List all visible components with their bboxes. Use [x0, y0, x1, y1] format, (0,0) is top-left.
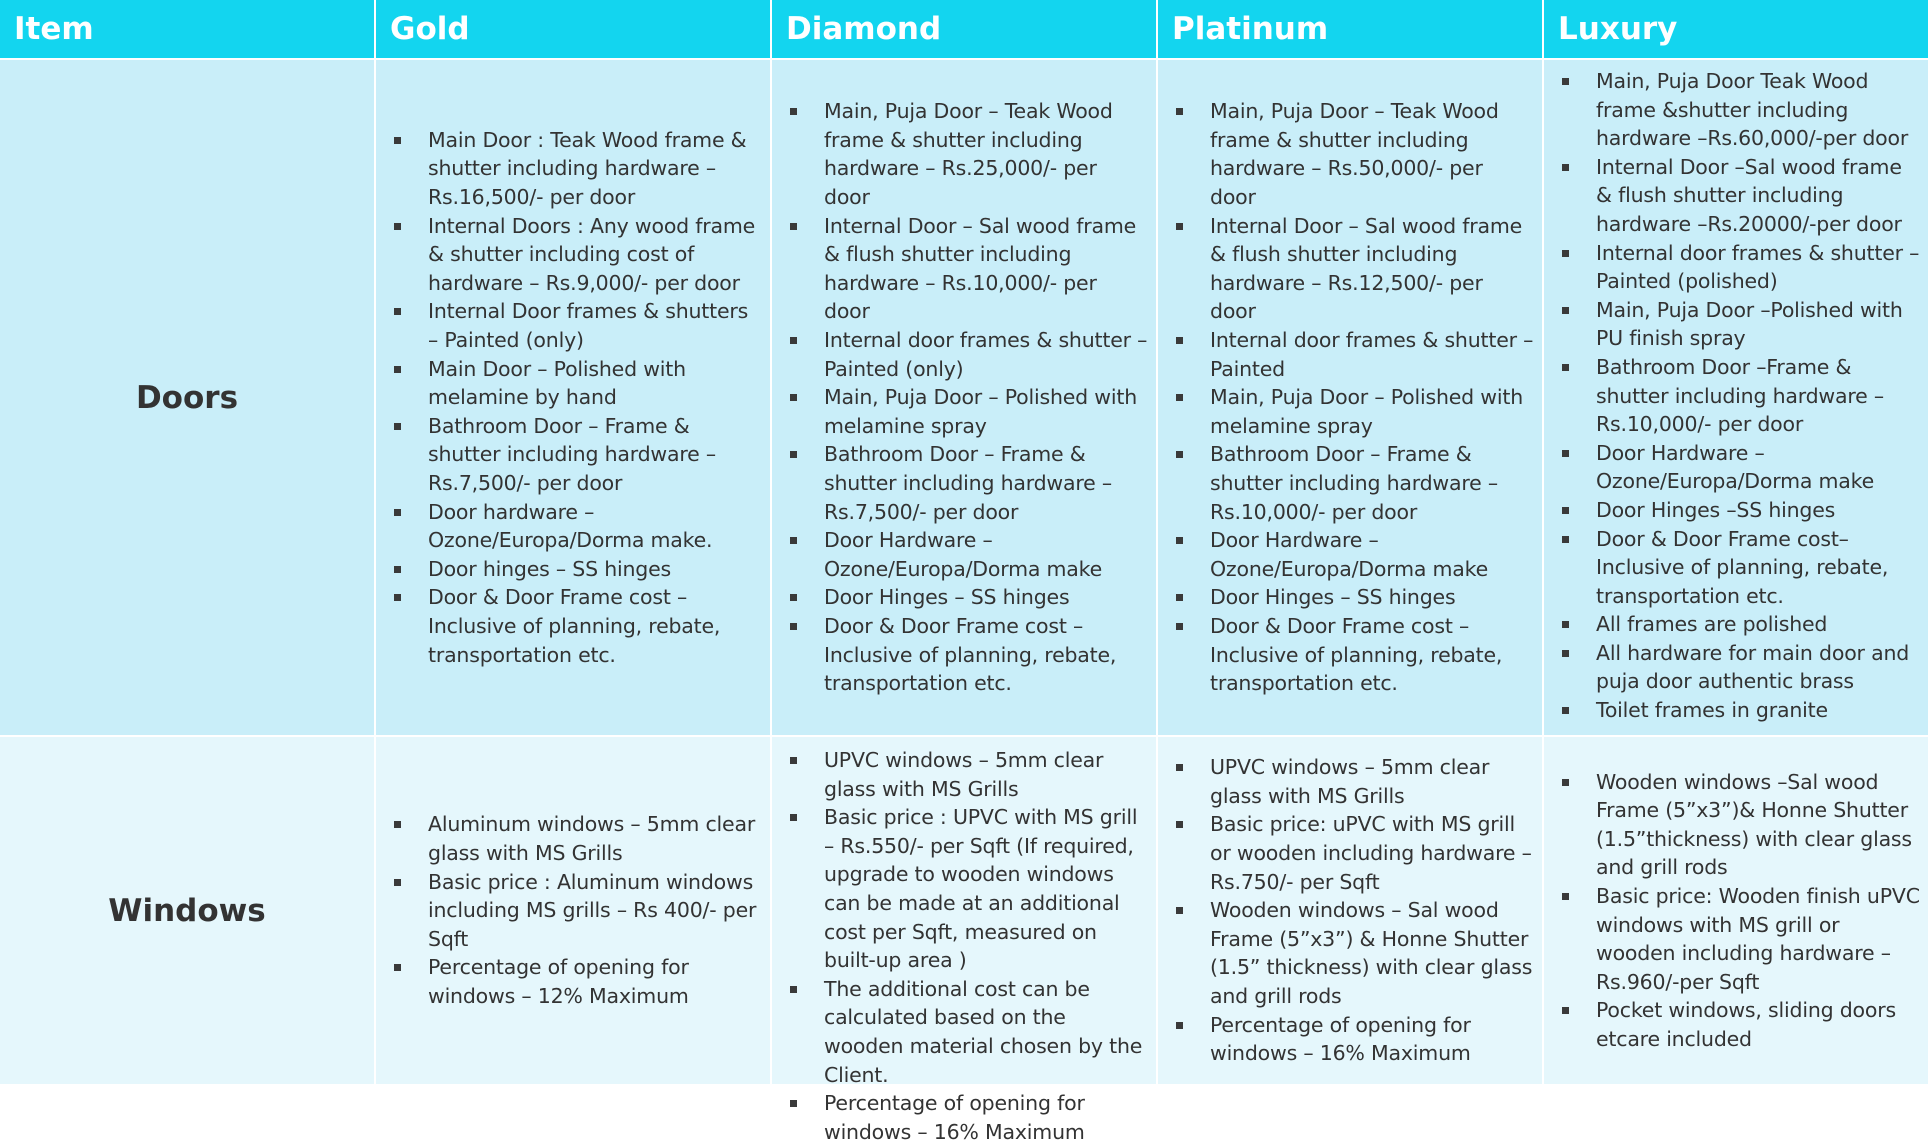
windows-gold-list: [390, 810, 762, 1010]
list-item: Bathroom Door –Frame & shutter including hardware –Rs.10,000/- per door: [1558, 353, 1920, 439]
doors-gold-list: [390, 126, 762, 669]
list-item: Wooden windows – Sal wood Frame (5”x3”) & Honne Shutter (1.5” thickness) with clear glass and grill rods: [1172, 896, 1534, 1010]
windows-platinum-list: [1172, 753, 1534, 1068]
list-item: UPVC windows – 5mm clear glass with MS Grills: [1172, 753, 1534, 810]
doors-platinum-list: [1172, 97, 1534, 697]
list-item: Bathroom Door – Frame & shutter including hardware – Rs.7,500/- per door: [786, 440, 1148, 526]
list-item: Main, Puja Door – Polished with melamine spray: [1172, 383, 1534, 440]
list-item: Door Hardware – Ozone/Europa/Dorma make: [1172, 526, 1534, 583]
list-item: Main Door : Teak Wood frame & shutter including hardware – Rs.16,500/- per door: [390, 126, 762, 212]
header-platinum: Platinum: [1158, 0, 1542, 58]
header-luxury: Luxury: [1544, 0, 1928, 58]
header-item: Item: [0, 0, 374, 58]
list-item: Bathroom Door – Frame & shutter including hardware – Rs.10,000/- per door: [1172, 440, 1534, 526]
list-item: Door Hardware – Ozone/Europa/Dorma make: [1558, 439, 1920, 496]
list-item: Main, Puja Door –Polished with PU finish spray: [1558, 296, 1920, 353]
list-item: Basic price : Aluminum windows including MS grills – Rs 400/- per Sqft: [390, 868, 762, 954]
list-item: Percentage of opening for windows – 12% Maximum: [390, 953, 762, 1010]
list-item: Main Door – Polished with melamine by hand: [390, 355, 762, 412]
list-item: Main, Puja Door Teak Wood frame &shutter including hardware –Rs.60,000/-per door: [1558, 67, 1920, 153]
row-label-doors: Doors: [0, 60, 374, 735]
list-item: The additional cost can be calculated based on the wooden material chosen by the Client.: [786, 975, 1148, 1089]
list-item: Internal Doors : Any wood frame & shutter including cost of hardware – Rs.9,000/- per door: [390, 212, 762, 298]
row-label-windows: Windows: [0, 737, 374, 1084]
list-item: Basic price: Wooden finish uPVC windows with MS grill or wooden including hardware –Rs.960/-per Sqft: [1558, 882, 1920, 996]
list-item: Main, Puja Door – Polished with melamine spray: [786, 383, 1148, 440]
doors-platinum-cell: [1158, 60, 1542, 735]
doors-diamond-cell: [772, 60, 1156, 735]
list-item: Door hinges – SS hinges: [390, 555, 762, 584]
list-item: Internal Door –Sal wood frame & flush shutter including hardware –Rs.20000/-per door: [1558, 153, 1920, 239]
windows-luxury-list: [1558, 768, 1920, 1054]
list-item: Internal Door – Sal wood frame & flush shutter including hardware – Rs.10,000/- per door: [786, 212, 1148, 326]
list-item: Door & Door Frame cost – Inclusive of planning, rebate, transportation etc.: [390, 583, 762, 669]
list-item: Door & Door Frame cost – Inclusive of planning, rebate, transportation etc.: [1172, 612, 1534, 698]
windows-gold-cell: [376, 737, 770, 1084]
list-item: Door & Door Frame cost – Inclusive of planning, rebate, transportation etc.: [786, 612, 1148, 698]
list-item: Basic price : UPVC with MS grill – Rs.550/- per Sqft (If required, upgrade to wooden windows can be made at an additional cost per Sqft, measured on built-up area ): [786, 803, 1148, 975]
list-item: Door Hinges –SS hinges: [1558, 496, 1920, 525]
windows-diamond-list: [786, 746, 1148, 1146]
windows-platinum-cell: [1158, 737, 1542, 1084]
list-item: Door Hinges – SS hinges: [786, 583, 1148, 612]
list-item: Percentage of opening for windows – 16% Maximum: [1172, 1011, 1534, 1068]
header-gold: Gold: [376, 0, 770, 58]
list-item: Door hardware – Ozone/Europa/Dorma make.: [390, 498, 762, 555]
list-item: Door Hardware – Ozone/Europa/Dorma make: [786, 526, 1148, 583]
list-item: Main, Puja Door – Teak Wood frame & shutter including hardware – Rs.50,000/- per door: [1172, 97, 1534, 211]
list-item: Toilet frames in granite: [1558, 696, 1920, 725]
list-item: Internal door frames & shutter – Painted (only): [786, 326, 1148, 383]
header-diamond: Diamond: [772, 0, 1156, 58]
list-item: Internal Door – Sal wood frame & flush shutter including hardware – Rs.12,500/- per door: [1172, 212, 1534, 326]
windows-luxury-cell: [1544, 737, 1928, 1084]
list-item: Basic price: uPVC with MS grill or wooden including hardware – Rs.750/- per Sqft: [1172, 810, 1534, 896]
list-item: Percentage of opening for windows – 16% Maximum: [786, 1089, 1148, 1146]
list-item: All frames are polished: [1558, 610, 1920, 639]
doors-diamond-list: [786, 97, 1148, 697]
list-item: UPVC windows – 5mm clear glass with MS Grills: [786, 746, 1148, 803]
list-item: Aluminum windows – 5mm clear glass with MS Grills: [390, 810, 762, 867]
doors-gold-cell: [376, 60, 770, 735]
list-item: Pocket windows, sliding doors etcare included: [1558, 996, 1920, 1053]
list-item: Door Hinges – SS hinges: [1172, 583, 1534, 612]
list-item: Internal door frames & shutter – Painted (polished): [1558, 239, 1920, 296]
doors-luxury-list: [1558, 67, 1920, 725]
list-item: Internal door frames & shutter – Painted: [1172, 326, 1534, 383]
list-item: Door & Door Frame cost– Inclusive of planning, rebate, transportation etc.: [1558, 525, 1920, 611]
list-item: Internal Door frames & shutters – Painted (only): [390, 297, 762, 354]
list-item: All hardware for main door and puja door authentic brass: [1558, 639, 1920, 696]
list-item: Bathroom Door – Frame & shutter including hardware – Rs.7,500/- per door: [390, 412, 762, 498]
list-item: Main, Puja Door – Teak Wood frame & shutter including hardware – Rs.25,000/- per door: [786, 97, 1148, 211]
list-item: Wooden windows –Sal wood Frame (5”x3”)& Honne Shutter (1.5”thickness) with clear glass and grill rods: [1558, 768, 1920, 882]
windows-diamond-cell: [772, 737, 1156, 1144]
doors-luxury-cell: [1544, 60, 1928, 735]
